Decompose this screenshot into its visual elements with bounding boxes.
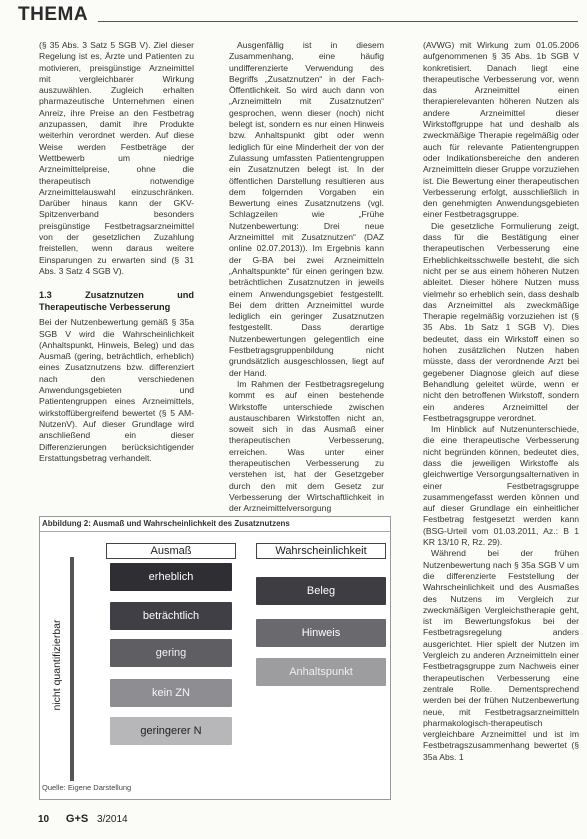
ausmass-header: Ausmaß xyxy=(106,543,236,559)
paragraph: Die gesetzliche Formulierung zeigt, dass für die Bestätigung einer therapeutischen Verbesserung eine Erheblichkeitsschwelle besteht, die sich nicht per se aus einem höheren Nutzen ableitet. Dieser höhere Nutzen muss vielmehr so erheblich sein, dass deshalb das Arzneimittel als zweckmäßige Therapie regelmäßig vorzuziehen ist (§ 35 Abs. 1b Satz 1 SGB V). Dies bedeutet, dass ein Wirkstoff einen so hohen zusätzlichen Nutzen haben müsste, dass der verordnende Arzt bei gegebener Diagnose gleich auf diese Behandlung geleitet würde, wenn er nicht den betroffenen Wirkstoff, sondern ein anderes Arzneimittel der Festbetragsgruppe verordnet. xyxy=(423,220,579,423)
header-rule xyxy=(98,21,578,22)
paragraph: (§ 35 Abs. 3 Satz 5 SGB V). Ziel dieser Regelung ist es, Ärzte und Patienten zu motivieren, preisgünstige Arzneimittel mit vergleichbarer Wirkung auszuwählen. Zugleich erhalten pharmazeutische Unternehmen einen Anreiz, ihre Preise an den Festbetrag anzupassen, damit ihre Produkte weiterhin verordnet werden. Auf diese Weise werden Festbeträge der Wettbewerb um niedrige Arzneimittelpreise, ohne die therapeutisch notwendige Arzneimittelauswahl einzuschränken. Darüber hinaus kann der GKV-Spitzenverband besonders preisgünstige Festbetragsarzneimittel von der gesetzlichen Zuzahlung freistellen, wenn daraus weitere Einsparungen zu erwarten sind (§ 31 Abs. 3 Satz 4 SGB V). xyxy=(39,40,194,276)
figure-title-rule xyxy=(40,531,390,532)
paragraph: (AVWG) mit Wirkung zum 01.05.2006 aufgenommenen § 35 Abs. 1b SGB V konkretisiert. Danach liegt eine therapeutische Verbesserung vor, wenn das Arzneimittel einen therapierelevanten höheren Nutzen als andere Arzneimittel dieser Wirkstoffgruppe hat und deshalb als zweckmäßige Therapie regelmäßig oder auch für relevante Patientengruppen oder Indikationsbereiche den anderen Arzneimitteln dieser Gruppe vorzuziehen ist. Die Bewertung einer therapeutischen Verbesserung erfolgt, ausschließlich in den genehmigten Anwendungsgebieten einer Festbetragsgruppe. xyxy=(423,40,579,220)
text-column-3 xyxy=(423,40,579,763)
page-header xyxy=(18,4,578,28)
text-column-2 xyxy=(229,40,384,514)
section-subheading: 1.3 Zusatznutzen und Therapeutische Verbesserung xyxy=(39,290,194,313)
ausmass-geringerer-n: geringerer N xyxy=(110,717,232,745)
ausmass-erheblich: erheblich xyxy=(110,563,232,591)
wahrscheinlichkeit-anhaltspunkt: Anhaltspunkt xyxy=(256,658,386,686)
figure-ausmass-wahrscheinlichkeit xyxy=(39,516,391,800)
y-axis-bar xyxy=(70,557,74,781)
figure-source: Quelle: Eigene Darstellung xyxy=(42,783,132,792)
y-axis-label-text: nicht quantifizierbar xyxy=(51,619,63,711)
paragraph: Im Hinblick auf Nutzenunterschiede, die eine therapeutische Verbesserung nicht begründen können, bedeutet dies, dass die jeweiligen Wirkstoffe als gleichwertige Versorgungsalternativen in einer Festbetragsgruppe zusammengefasst werden können und auf dieser Grundlage ein einheitlicher Festbetrag festgesetzt werden kann (BSG-Urteil vom 01.03.2011, Az.: B 1 KR 13/10 R, Rz. 29). xyxy=(423,424,579,548)
page-footer xyxy=(38,813,128,825)
ausmass-kein-zn: kein ZN xyxy=(110,679,232,707)
wahrscheinlichkeit-hinweis: Hinweis xyxy=(256,619,386,647)
ausmass-gering: gering xyxy=(110,639,232,667)
wahrscheinlichkeit-header: Wahrscheinlichkeit xyxy=(256,543,386,559)
ausmass-betraechtlich: beträchtlich xyxy=(110,602,232,630)
paragraph: Ausgenfällig ist in diesem Zusammenhang, eine häufig undifferenzierte Verwendung des Begriffs „Zusatznutzen“ in der Fach-Öffentlichkeit. So wird auch dann von „Arzneimitteln mit Zusatznutzen“ gesprochen, wenn dieser (noch) nicht belegt ist, sondern es nur einen Hinweis bzw. Anhaltspunkt gibt oder wenn lediglich für eine Minderheit der von der Zulassung umfassten Patientengruppen ein Zusatznutzen belegt ist. In der öffentlichen Darstellung resultieren aus dem folgernden Vorgaben ein Bewertung eines Zusatznutzens (vgl. Schlagzeilen wie „Frühe Nutzenbewertung: Drei neue Arzneimittel mit Zusatznutzen“ (DAZ online 02.07.2013)). Im Ergebnis kann der G-BA bei zwei Arzneimitteln „Anhaltspunkte“ für einen geringen bzw. beträchtlichen Zusatznutzen in jeweils einem Anwendungsgebiet festgestellt. Bei dem dritten Arzneimittel wurde lediglich ein geringer Zusatznutzen festgestellt. Dass derartige Nutzenbewertungen gelegentlich eine Festbetragsgruppenbildung nicht grundsätzlich ausgeschlossen, liegt auf der Hand. xyxy=(229,40,384,378)
section-title: THEMA xyxy=(18,4,89,25)
y-axis-label xyxy=(46,565,68,765)
paragraph: Bei der Nutzenbewertung gemäß § 35a SGB V wird die Wahrscheinlichkeit (Anhaltspunkt, Hinweis, Beleg) und das Ausmaß (gering, beträchtlich, erheblich) eines Zusatznutzens bzw. differenziert nach den verschiedenen Anwendungsgebieten und Patientengruppen eines Arzneimittels, wirkstoffübergreifend bewertet (§ 5 AM-NutzenV). Auf dieser Grundlage wird anschließend ein dieser Differenzierungen berücksichtigender Erstattungsbetrag verhandelt. xyxy=(39,317,194,463)
figure-title: Abbildung 2: Ausmaß und Wahrscheinlichkeit des Zusatznutzens xyxy=(42,519,290,528)
paragraph: Während bei der frühen Nutzenbewertung nach § 35a SGB V um die differenzierte Feststellung der Wahrscheinlichkeit und des Ausmaßes des Nutzens im Vergleich zur zweckmäßigen Vergleichstherapie geht, ist im Bewertungsfokus bei der Festbetragsregelung anders ausgerichtet. Hier spielt der Nutzen im Vergleich zu anderen Arzneimitteln einer Festbetragsgruppe zum Nachweis einer therapeutischen Verbesserung eine zentrale Rolle. Dementsprechend werden bei der frühen Nutzenbewertung neue, mit Festbetragsarzneimitteln pharmakologisch-therapeutisch vergleichbare Arzneimittel und ist im Festbetragszusammenhang bewertet (§ 35a Abs. 1 xyxy=(423,548,579,762)
text-column-1 xyxy=(39,40,194,464)
issue-number: 3/2014 xyxy=(97,814,128,825)
wahrscheinlichkeit-beleg: Beleg xyxy=(256,577,386,605)
magazine-name: G+S xyxy=(65,813,89,825)
page-number: 10 xyxy=(38,814,50,825)
paragraph: Im Rahmen der Festbetragsregelung kommt es auf einen bestehende Wirkstoffe unterschiede zwischen austauschbaren Wirkstoffen nicht an, soweit sich in das Ausmaß einer therapeutischen Verbesserung, erreichen. Was unter einer therapeutischen Verbesserung zu verstehen ist, hat der Gesetzgeber durch den mit dem Gesetz zur Verbesserung der Wirtschaftlichkeit in der Arzneimittelversorgung xyxy=(229,378,384,514)
